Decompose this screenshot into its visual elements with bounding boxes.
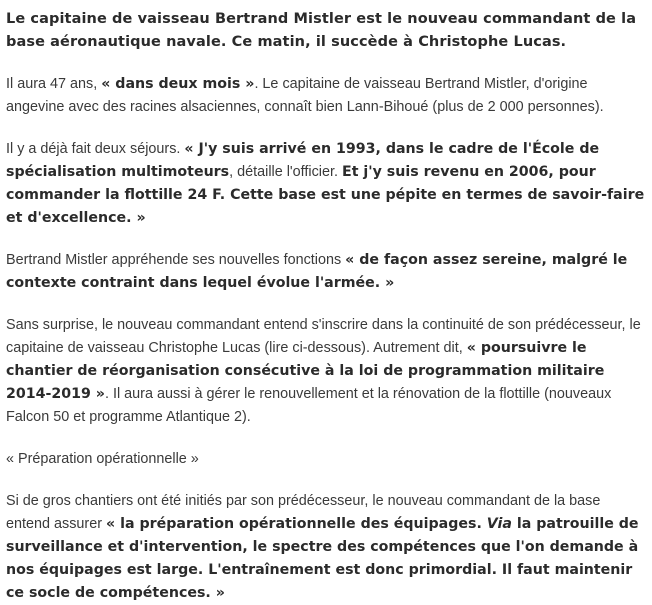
- paragraph-preparation-via: Via: [486, 516, 512, 532]
- paragraph-sejours: [6, 138, 646, 230]
- paragraph-continuite-text-1: Sans surprise, le nouveau commandant entend s'inscrire dans la continuité de son prédécesseur, le capitaine de vaisseau Christophe Lucas (lire ci-dessous). Autrement dit,: [6, 317, 641, 356]
- paragraph-preparation-quote-2: la patrouille de surveillance et d'intervention, le spectre des compétences que l'on demande à nos équipages est large. L'entraînement est donc primordial. Il faut maintenir ce socle de compétences. »: [6, 516, 639, 601]
- paragraph-sejours-text-2: , détaille l'officier.: [229, 164, 342, 180]
- paragraph-age-text-1: Il aura 47 ans,: [6, 76, 102, 92]
- paragraph-fonctions: [6, 249, 646, 295]
- paragraph-continuite-text-2: . Il aura aussi à gérer le renouvellement et la rénovation de la flottille (nouveaux Falcon 50 et programme Atlantique 2).: [6, 386, 612, 425]
- paragraph-sejours-quote-1: « J'y suis arrivé en 1993, dans le cadre de l'École de spécialisation multimoteurs: [6, 141, 600, 180]
- paragraph-continuite-quote: « poursuivre le chantier de réorganisation consécutive à la loi de programmation militaire 2014-2019 »: [6, 340, 605, 402]
- paragraph-continuite: [6, 314, 646, 429]
- paragraph-age: [6, 73, 646, 119]
- paragraph-sejours-text-1: Il y a déjà fait deux séjours.: [6, 141, 185, 157]
- paragraph-preparation-quote-1: « la préparation opérationnelle des équipages.: [106, 516, 487, 532]
- article-lead: Le capitaine de vaisseau Bertrand Mistler est le nouveau commandant de la base aéronautique navale. Ce matin, il succède à Christophe Lucas.: [6, 11, 637, 50]
- paragraph-age-quote: « dans deux mois »: [101, 76, 255, 92]
- section-subheading: « Préparation opérationnelle »: [6, 451, 199, 467]
- paragraph-fonctions-quote: « de façon assez sereine, malgré le contexte contraint dans lequel évolue l'armée. »: [6, 252, 628, 291]
- paragraph-preparation-text: Si de gros chantiers ont été initiés par son prédécesseur, le nouveau commandant de la base entend assurer: [6, 493, 601, 532]
- paragraph-sejours-quote-2: Et j'y suis revenu en 2006, pour commander la flottille 24 F. Cette base est une pépite en termes de savoir-faire et d'excellence. »: [6, 164, 645, 226]
- paragraph-fonctions-text: Bertrand Mistler appréhende ses nouvelles fonctions: [6, 252, 346, 268]
- paragraph-age-text-2: . Le capitaine de vaisseau Bertrand Mistler, d'origine angevine avec des racines alsaciennes, connaît bien Lann-Bihoué (plus de 2 000 personnes).: [6, 76, 604, 115]
- paragraph-preparation: [6, 490, 646, 605]
